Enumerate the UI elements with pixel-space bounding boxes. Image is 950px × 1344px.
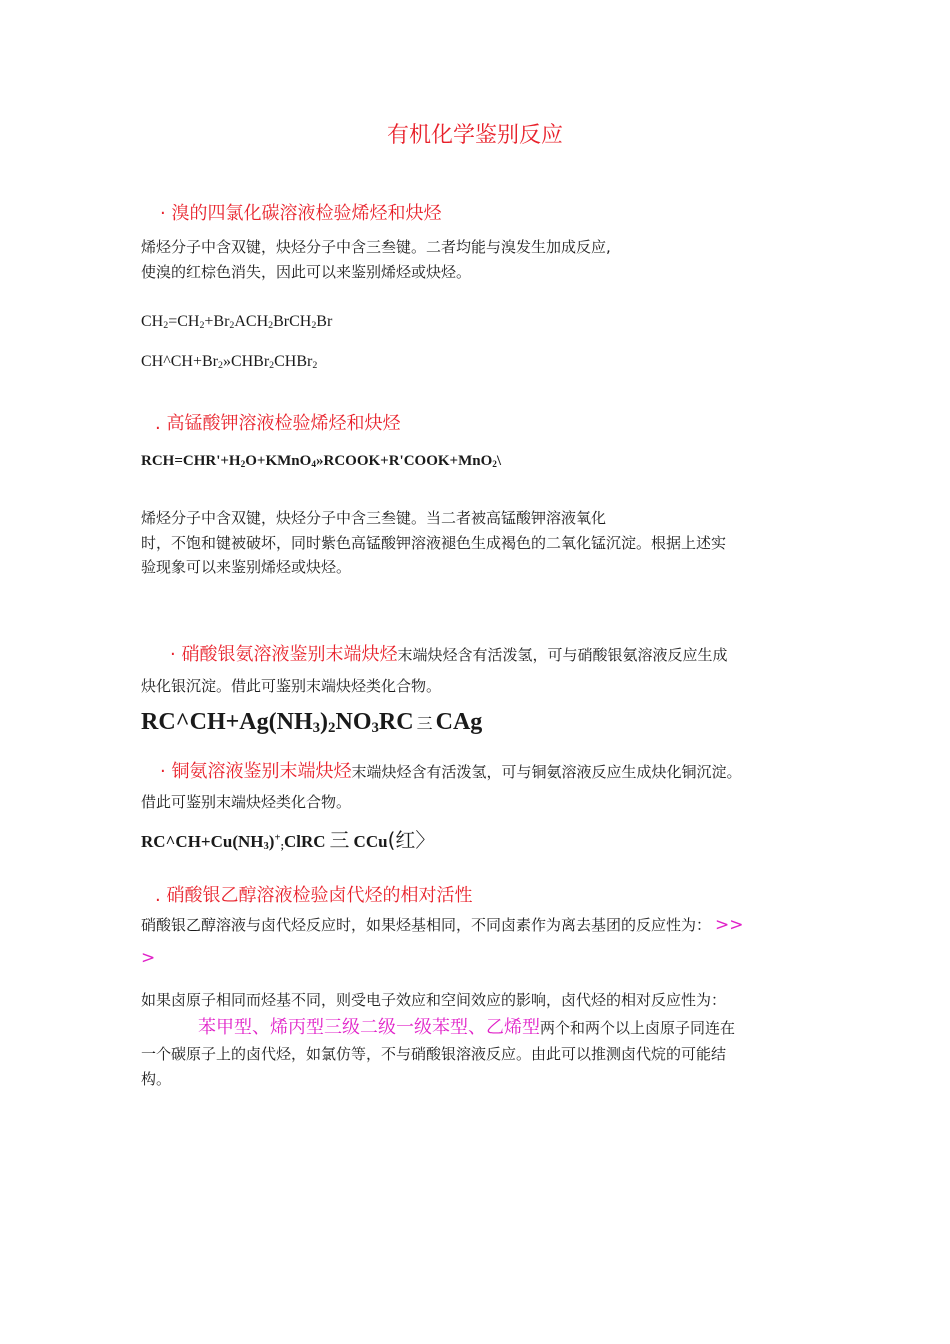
section-heading-silver-ethanol: . 硝酸银乙醇溶液检验卤代烃的相对活性 [155, 885, 473, 906]
s1-text-line2: 使溴的红棕色消失，因此可以来鉴别烯烃或炔烃。 [141, 263, 472, 281]
s5-text-line6: 构。 [141, 1070, 172, 1088]
s5-reactivity-line [198, 1013, 735, 1040]
s4-inline-text: 末端炔烃含有活泼氢，可与铜氨溶液反应生成炔化铜沉淀。 [351, 763, 742, 781]
s4-text-line2: 借此可鉴别末端炔烃类化合物。 [141, 793, 352, 811]
s2-text-line2: 时，不饱和键被破坏，同时紫色高锰酸钾溶液褪色生成褐色的二氧化锰沉淀。根据上述实 [141, 534, 727, 552]
equation-silver-acetylide: $RC\^{}CH+Ag(NH_3)_2NO_3RC$ 三 CAg [141, 709, 483, 736]
section-heading-copper-ammonia: · 铜氨溶液鉴别末端炔烃 [160, 761, 352, 782]
s3-heading-line [170, 640, 727, 667]
s3-text-line2: 炔化银沉淀。借此可鉴别末端炔烃类化合物。 [141, 677, 442, 695]
equation-copper-acetylide: $RC\^{}CH+Cu(NH_3)^+_;ClRC$ 三 CCu(红〉 [141, 828, 436, 853]
s4-heading-line [160, 757, 741, 784]
section-heading-bromine: · 溴的四氯化碳溶液检验烯烃和炔烃 [160, 203, 442, 224]
reactivity-order-mark: >> [715, 915, 744, 935]
s2-text-line1: 烯烃分子中含双键，炔烃分子中含三叁键。当二者被高锰酸钾溶液氧化 [141, 509, 607, 527]
reactivity-order-text: 苯甲型、烯丙型三级二级一级苯型、乙烯型 [198, 1017, 540, 1038]
section-heading-permanganate: . 高锰酸钾溶液检验烯烃和炔烃 [155, 413, 401, 434]
s3-inline-text: 末端炔烃含有活泼氢，可与硝酸银氨溶液反应生成 [397, 646, 728, 664]
s1-text-line1: 烯烃分子中含双键，炔烃分子中含三叁键。二者均能与溴发生加成反应, [141, 238, 611, 256]
equation-ethyne-bromine: $CH\^{}CH+Br_2»CHBr_2CHBr_2$ [141, 353, 318, 371]
equation-ethene-bromine: $CH_2=CH_2+Br_2ACH_2BrCH_2Br$ [141, 313, 333, 331]
equation-permanganate: $RCH=CHR'+H_2O+KMnO_4»RCOOK+R'COOK+MnO_2\backslash$ [141, 453, 502, 470]
s5-text-line1: 硝酸银乙醇溶液与卤代烃反应时，如果烃基相同，不同卤素作为离去基团的反应性为： >> [141, 915, 744, 935]
s2-text-line3: 验现象可以来鉴别烯烃或炔烃。 [141, 558, 352, 576]
s5-text-line3: 如果卤原子相同而烃基不同，则受电子效应和空间效应的影响，卤代烃的相对反应性为： [141, 991, 727, 1009]
s5-text-line5: 一个碳原子上的卤代烃，如氯仿等，不与硝酸银溶液反应。由此可以推测卤代烷的可能结 [141, 1045, 727, 1063]
section-heading-silver-ammonia: · 硝酸银氨溶液鉴别末端炔烃 [170, 644, 398, 665]
page-title: 有机化学鉴别反应 [386, 123, 563, 148]
s5-text-line4: 两个和两个以上卤原子同连在 [540, 1019, 736, 1037]
reactivity-order-mark-2: > [141, 948, 156, 968]
